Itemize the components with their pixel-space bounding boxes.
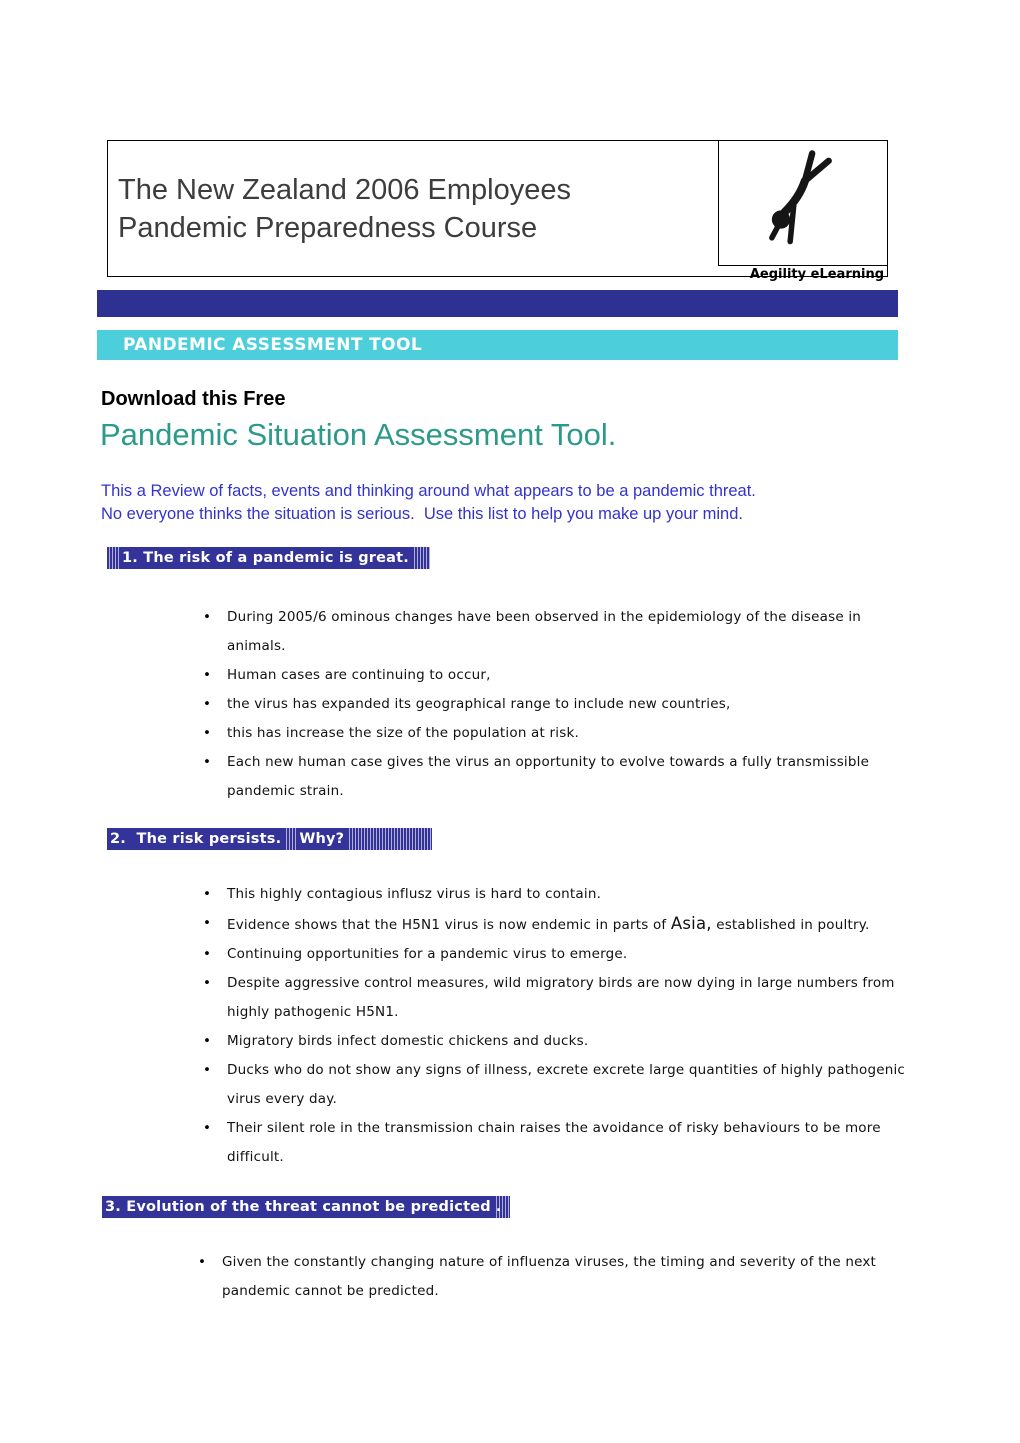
list-item-text: Given the constantly changing nature of influenza viruses, the timing and severity of the next pandemic cannot be predicted.: [222, 1254, 877, 1299]
list-item: [107, 880, 907, 909]
header: [107, 140, 888, 282]
list-item-text: Human cases are continuing to occur,: [227, 667, 491, 683]
brand-name: Aegility eLearning: [749, 267, 884, 282]
list-item: [107, 690, 907, 719]
section-3-heading-text: 3. Evolution of the threat cannot be predicted: [105, 1199, 491, 1215]
list-item: [107, 1114, 907, 1172]
heading-stripe: [347, 828, 432, 850]
list-item-emphasis: Asia,: [670, 914, 712, 933]
top-divider-bar: [97, 290, 898, 317]
course-title: [118, 171, 571, 247]
section-1: [107, 547, 927, 806]
section-2-heading-text: 2. The risk persists.: [110, 831, 282, 847]
section-2-heading-question: Why?: [299, 831, 345, 847]
assessment-tool-banner: [97, 330, 898, 360]
list-item-text: this has increase the size of the population at risk.: [227, 725, 579, 741]
list-item-text: the virus has expanded its geographical range to include new countries,: [227, 696, 731, 712]
heading-stripe: [284, 828, 296, 850]
list-item: [107, 969, 907, 1027]
list-item-text: During 2005/6 ominous changes have been observed in the epidemiology of the disease in animals.: [227, 609, 862, 654]
list-item: [102, 1248, 902, 1306]
section-2-heading: [107, 828, 432, 850]
list-item-text: This highly contagious influsz virus is hard to contain.: [227, 886, 602, 902]
page-title: Pandemic Situation Assessment Tool.: [100, 417, 617, 452]
section-3-list: [102, 1248, 902, 1306]
list-item: [107, 603, 907, 661]
section-2-list: [107, 880, 907, 1172]
banner-label: PANDEMIC ASSESSMENT TOOL: [123, 335, 423, 355]
course-title-line1: The New Zealand 2006 Employees: [118, 174, 571, 206]
section-2: [107, 828, 927, 1172]
list-item-text: Ducks who do not show any signs of illness, excrete excrete large quantities of highly pathogenic virus every day.: [227, 1062, 906, 1107]
intro-line2: No everyone thinks the situation is serious. Use this list to help you make up your mind.: [101, 505, 743, 523]
section-3-heading: [102, 1196, 510, 1218]
heading-stripe: [412, 547, 430, 569]
cartwheel-figure-icon: [757, 148, 849, 258]
list-item-text: Despite aggressive control measures, wild migratory birds are now dying in large numbers from highly pathogenic H5N1.: [227, 975, 895, 1020]
list-item-text: established in poultry.: [711, 917, 870, 933]
list-item: [107, 748, 907, 806]
section-3: [102, 1196, 922, 1306]
section-1-heading-text: 1. The risk of a pandemic is great.: [122, 550, 409, 566]
heading-stripe: [107, 547, 119, 569]
section-1-heading: [107, 547, 430, 569]
list-item-text: Each new human case gives the virus an opportunity to evolve towards a fully transmissible pandemic strain.: [227, 754, 870, 799]
list-item-text: Evidence shows that the H5N1 virus is now endemic in parts of: [227, 917, 671, 933]
list-item: [107, 661, 907, 690]
list-item-text: Continuing opportunities for a pandemic virus to emerge.: [227, 946, 628, 962]
heading-stripe: .: [494, 1196, 510, 1218]
list-item: [107, 1056, 907, 1114]
list-item-text: Their silent role in the transmission chain raises the avoidance of risky behaviours to be more difficult.: [227, 1120, 881, 1165]
course-title-line2: Pandemic Preparedness Course: [118, 212, 538, 244]
download-kicker: Download this Free: [101, 388, 286, 410]
intro-line1: This a Review of facts, events and thinking around what appears to be a pandemic threat.: [101, 482, 756, 500]
section-1-list: [107, 603, 907, 806]
list-item: [107, 940, 907, 969]
list-item: [107, 1027, 907, 1056]
list-item: [107, 909, 907, 940]
logo: [718, 140, 888, 266]
intro-paragraph: [101, 480, 921, 526]
list-item: [107, 719, 907, 748]
list-item-text: Migratory birds infect domestic chickens and ducks.: [227, 1033, 589, 1049]
